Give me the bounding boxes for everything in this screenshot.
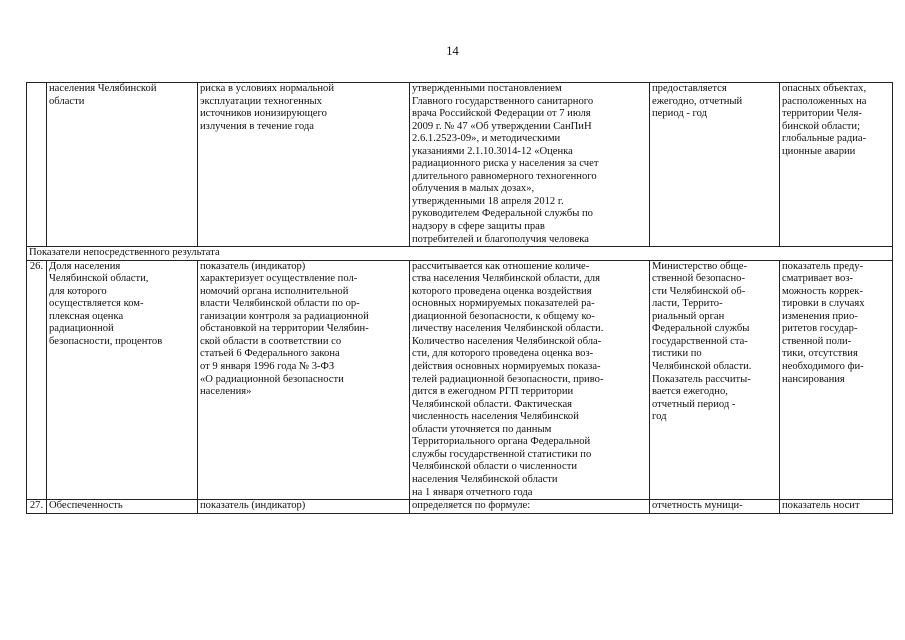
page-number: 14 [446, 44, 459, 58]
indicator-name-cell: Обеспеченность [47, 500, 198, 514]
data-source-cell: отчетность муници- [650, 500, 780, 514]
row-number: 27. [27, 500, 47, 514]
indicator-name-cell: Доля населения Челябинской области, для которого осуществляется ком- плексная оценка радиационной безопасности, процентов [47, 260, 198, 499]
calculation-method-cell: утвержденными постановлением Главного государственного санитарного врача Российской Федерации от 7 июля 2009 г. № 47 «Об утверждении СанПиН 2.6.1.2523-09», и методическими указаниями 2.1.10.3014-12 «Оценка радиационного риска у населения за счет длительного равномерного техногенного облучения в малых дозах», утвержденными 18 апреля 2012 г. руководителем Федеральной службы по надзору в сфере защиты прав потребителей и благополучия человека [410, 83, 650, 247]
row-number: 26. [27, 260, 47, 499]
factors-cell: опасных объектах, расположенных на территории Челя- бинской области; глобальные радиа- ционные аварии [780, 83, 893, 247]
indicators-table [26, 82, 893, 514]
data-source-cell: предоставляется ежегодно, отчетный период - год [650, 83, 780, 247]
calculation-method-cell: определяется по формуле: [410, 500, 650, 514]
section-title: Показатели непосредственного результата [27, 247, 893, 261]
table-section-row [27, 247, 893, 261]
row-number-cell [27, 83, 47, 247]
factors-cell: показатель преду- сматривает воз- можность коррек- тировки в случаях изменения прио- ритетов государ- ственной поли- тики, отсутствия необходимого фи- нансирования [780, 260, 893, 499]
table-row-27 [27, 500, 893, 514]
indicator-definition-cell: показатель (индикатор) характеризует осуществление пол- номочий органа исполнительной власти Челябинской области по ор- ганизации контроля за радиационной обстановкой на территории Челябин- ской области в соответствии со статьей 6 Федерального закона от 9 января 1996 года № 3-ФЗ «О радиационной безопасности населения» [198, 260, 410, 499]
indicator-definition-cell: риска в условиях нормальной эксплуатации техногенных источников ионизирующего излучения в течение года [198, 83, 410, 247]
calculation-method-cell: рассчитывается как отношение количе- ства населения Челябинской области, для которого проведена оценка воздействия основных нормируемых показателей ра- диационной безопасности, к общему ко- личеству населения Челябинской области. Количество населения Челябинской обла- сти, для которого проведена оценка воз- действия основных нормируемых показа- телей радиационной безопасности, приво- дится в ежегодном РГП территории Челябинской области. Фактическая численность населения Челябинской области уточняется по данным Территориального органа Федеральной службы государственной статистики по Челябинской области о численности населения Челябинской области на 1 января отчетного года [410, 260, 650, 499]
factors-cell: показатель носит [780, 500, 893, 514]
data-source-cell: Министерство обще- ственной безопасно- сти Челябинской об- ласти, Террито- риальный орган Федеральной службы государственной ста- тистики по Челябинской области. Показатель рассчиты- вается ежегодно, отчетный период - год [650, 260, 780, 499]
table-row-26 [27, 260, 893, 499]
indicator-name-cell: населения Челябинской области [47, 83, 198, 247]
table-row-continuation [27, 83, 893, 247]
indicator-definition-cell: показатель (индикатор) [198, 500, 410, 514]
